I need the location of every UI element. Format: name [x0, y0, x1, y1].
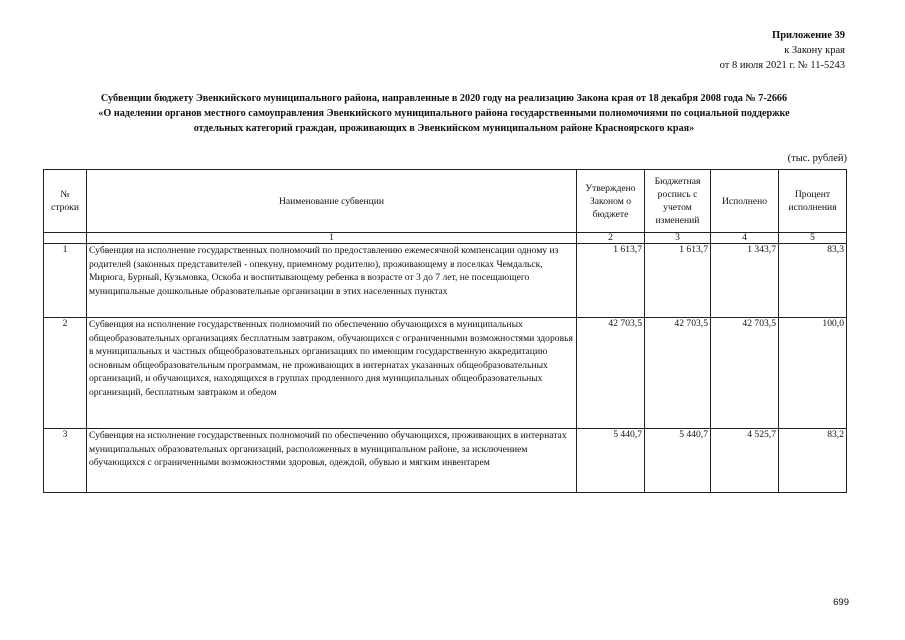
- executed-value: 42 703,5: [711, 318, 779, 429]
- row-number: 3: [44, 429, 87, 493]
- row-number: 2: [44, 318, 87, 429]
- column-number: 1: [87, 233, 577, 244]
- units-label: (тыс. рублей): [787, 153, 847, 164]
- percent-value: 83,2: [779, 429, 847, 493]
- approved-value: 5 440,7: [577, 429, 645, 493]
- header-executed: Исполнено: [711, 170, 779, 233]
- appendix-law-date: от 8 июля 2021 г. № 11-5243: [719, 60, 845, 71]
- column-number: 5: [779, 233, 847, 244]
- table-row: [44, 429, 847, 493]
- budget-value: 5 440,7: [645, 429, 711, 493]
- percent-value: 83,3: [779, 244, 847, 318]
- budget-value: 1 613,7: [645, 244, 711, 318]
- document-title-line-2: «О наделении органов местного самоуправления Эвенкийского муниципального района государственными полномочиями по социальной поддержке: [98, 108, 790, 119]
- header-percent: Процент исполнения: [779, 170, 847, 233]
- header-budget-schedule: Бюджетная роспись с учетом изменений: [645, 170, 711, 233]
- executed-value: 1 343,7: [711, 244, 779, 318]
- header-row-number: № строки: [44, 170, 87, 233]
- percent-value: 100,0: [779, 318, 847, 429]
- column-number-row: [44, 233, 847, 244]
- subsidies-table: [43, 169, 847, 493]
- appendix-law-reference: к Закону края: [784, 45, 845, 56]
- row-number: 1: [44, 244, 87, 318]
- document-title-line-3: отдельных категорий граждан, проживающих в Эвенкийском муниципальном районе Красноярского края»: [193, 123, 695, 134]
- subsidy-name: Субвенция на исполнение государственных полномочий по обеспечению обучающихся в муниципальных общеобразовательных организациях бесплатным завтраком, обучающихся с ограниченными возможностями здоровья в муниципальных и частных общеобразовательных организациях по имеющим государственную аккредитацию основным общеобразовательным программам, не проживающих в интернатах указанных общеобразовательных организаций, и обучающихся, находящихся в группах продленного дня муниципальных общеобразовательных организаций, бесплатным завтраком и обедом: [87, 318, 577, 429]
- subsidy-name: Субвенция на исполнение государственных полномочий по обеспечению обучающихся, проживающих в интернатах муниципальных образовательных организаций, расположенных в муниципальном районе, за исключением обучающихся с ограниченными возможностями здоровья, одеждой, обувью и мягким инвентарем: [87, 429, 577, 493]
- column-number: 4: [711, 233, 779, 244]
- header-subsidy-name: Наименование субвенции: [87, 170, 577, 233]
- document-title: [38, 91, 850, 136]
- table-header-row: [44, 170, 847, 233]
- column-number: 2: [577, 233, 645, 244]
- subsidy-name: Субвенция на исполнение государственных полномочий по предоставлению ежемесячной компенсации одному из родителей (законных представителей - опекуну, приемному родителю), проживающему в поселках Чемдальск, Мирюга, Бурный, Кузьмовка, Оскоба и воспитывающему ребенка в возрасте от 3 до 7 лет, не посещающего муниципальные дошкольные образовательные организации в этих населенных пунктах: [87, 244, 577, 318]
- column-number-blank: [44, 233, 87, 244]
- column-number: 3: [645, 233, 711, 244]
- table-row: [44, 318, 847, 429]
- executed-value: 4 525,7: [711, 429, 779, 493]
- document-title-line-1: Субвенции бюджету Эвенкийского муниципального района, направленные в 2020 году на реализацию Закона края от 18 декабря 2008 года № 7-2666: [100, 93, 788, 104]
- approved-value: 1 613,7: [577, 244, 645, 318]
- table-row: [44, 244, 847, 318]
- budget-value: 42 703,5: [645, 318, 711, 429]
- approved-value: 42 703,5: [577, 318, 645, 429]
- appendix-block: [720, 28, 845, 73]
- appendix-title: Приложение 39: [772, 30, 845, 41]
- page-number: 699: [833, 597, 849, 608]
- header-approved: Утверждено Законом о бюджете: [577, 170, 645, 233]
